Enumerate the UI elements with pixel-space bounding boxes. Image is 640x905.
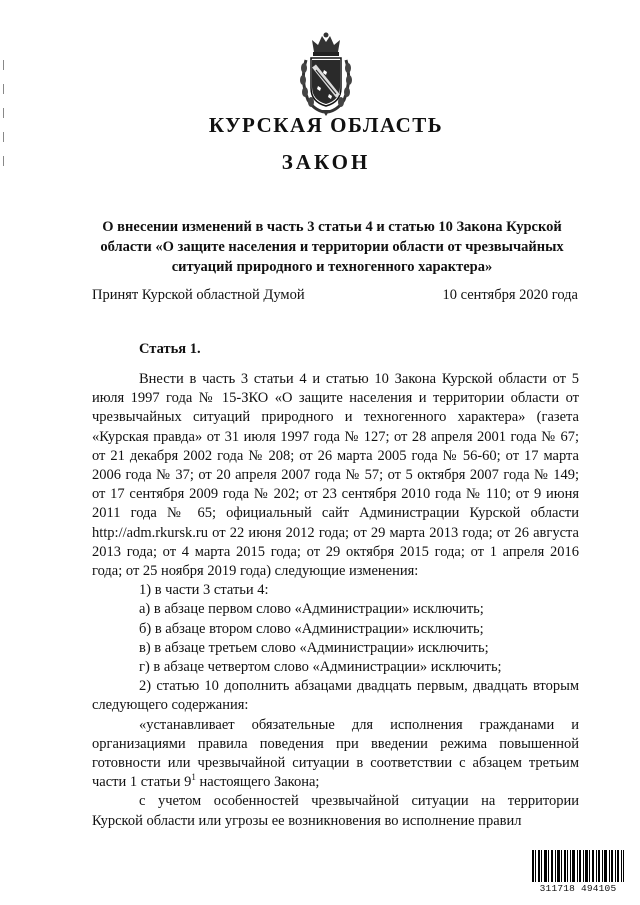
paragraph: б) в абзаце втором слово «Администрации» исключить; [139,620,484,637]
law-title-line: О внесении изменений в часть 3 статьи 4 и статью 10 Закона Курской [102,219,562,235]
paragraph [92,716,579,793]
superscript: 1 [191,772,196,783]
article-heading: Статья 1. [139,341,201,357]
coat-of-arms-emblem [296,30,356,116]
paragraph: в) в абзаце третьем слово «Администрации» исключить; [139,639,489,656]
barcode-bars-icon [532,850,624,882]
article-body [92,370,579,831]
region-heading: КУРСКАЯ ОБЛАСТЬ [208,113,444,137]
paragraph: 1) в части 3 статьи 4: [139,582,269,599]
adopted-by: Принят Курской областной Думой [92,287,305,303]
barcode-number: 311718 494105 [539,883,617,894]
paragraph: а) в абзаце первом слово «Администрации» исключить; [139,601,484,618]
law-title-line: области «О защите населения и территории области от чрезвычайных [100,239,564,255]
paragraph: Внести в часть 3 статьи 4 и статью 10 Закона Курской области от 5 июля 1997 года № 15-ЗКО «О защите населения и территории области от чрезвычайных ситуаций природного и техногенного характера» (газета «Курская правда» от 31 июля 1997 года № 127; от 28 апреля 2001 года № 67; от 21 декабря 2002 года № 208; от 26 марта 2005 года № 56-60; от 17 марта 2006 года № 37; от 20 апреля 2007 года № 57; от 5 октября 2007 года № 149; от 17 сентября 2009 года № 202; от 23 сентября 2010 года № 110; от 9 июня 2011 года № 65; официальный сайт Администрации Курской области http://adm.rkursk.ru от 22 июня 2012 года; от 29 марта 2013 года; от 26 августа 2013 года; от 4 марта 2015 года; от 29 октября 2015 года; от 1 апреля 2016 года; от 25 ноября 2019 года) следующие изменения: [92,371,579,580]
paragraph: с учетом особенностей чрезвычайной ситуации на территории Курской области или угрозы ее возникновения во исполнение правил [92,793,579,829]
barcode [532,850,624,894]
paragraph-text: настоящего Закона; [195,774,320,791]
paragraph: г) в абзаце четвертом слово «Администрации» исключить; [139,659,502,676]
law-title-line: ситуаций природного и техногенного характера» [171,259,493,275]
law-title [84,217,580,277]
document-type-heading: ЗАКОН [281,150,371,174]
paragraph-text: «устанавливает обязательные для исполнения гражданами и организациями правила поведения при введении режима повышенной готовности или чрезвычайной ситуации в соответствии с абзацем третьим части 1 статьи 9 [92,716,579,791]
paragraph: 2) статью 10 дополнить абзацами двадцать первым, двадцать вторым следующего содержания: [92,678,579,714]
adoption-line [92,287,578,304]
adoption-date: 10 сентября 2020 года [442,287,578,303]
